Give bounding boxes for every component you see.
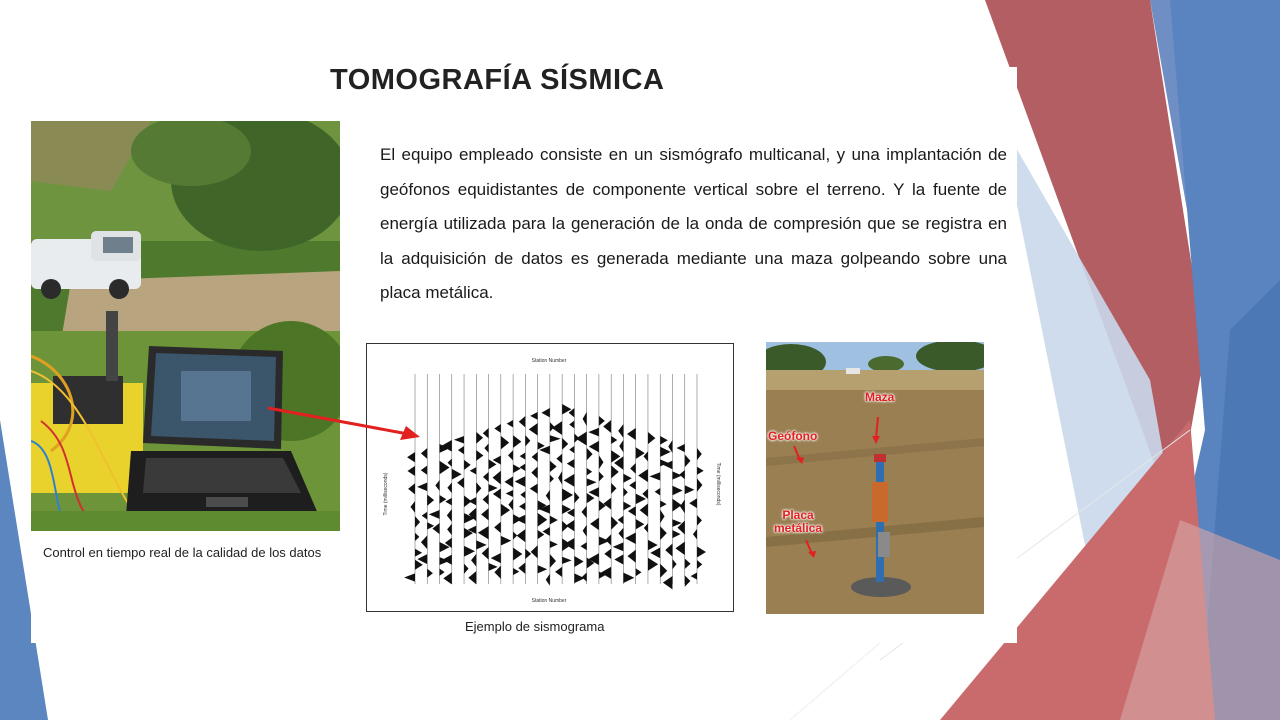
seismogram-caption: Ejemplo de sismograma bbox=[465, 619, 605, 634]
seismogram-trace bbox=[529, 374, 547, 584]
seismogram-figure bbox=[366, 343, 734, 612]
seismogram-traces bbox=[404, 374, 706, 589]
field-hammer-photo bbox=[766, 342, 984, 614]
seismogram-trace bbox=[429, 374, 450, 584]
label-maza: Maza bbox=[865, 390, 895, 404]
seismogram-trace bbox=[663, 374, 683, 589]
label-placa: Placa metálica bbox=[773, 508, 823, 535]
seismogram-trace bbox=[613, 374, 635, 584]
seismogram-trace bbox=[564, 374, 585, 584]
seismogram-left-label: Time (milliseconds) bbox=[383, 472, 389, 516]
seismogram-trace bbox=[539, 374, 561, 586]
seismogram-trace bbox=[442, 374, 462, 584]
seismogram-trace bbox=[689, 374, 706, 584]
seismogram-top-label: Station Number bbox=[531, 358, 567, 364]
seismogram-trace bbox=[504, 374, 522, 584]
seismogram-bottom-label: Station Number bbox=[531, 598, 567, 604]
pointer-arrow bbox=[260, 398, 430, 448]
control-caption: Control en tiempo real de la calidad de los datos bbox=[43, 545, 322, 560]
slide-title: TOMOGRAFÍA SÍSMICA bbox=[330, 64, 665, 96]
seismogram-trace bbox=[601, 374, 621, 584]
seismogram-trace bbox=[576, 374, 597, 584]
label-geofono: Geófono bbox=[768, 429, 818, 443]
seismogram-trace bbox=[675, 374, 694, 587]
field-control-photo bbox=[31, 121, 340, 531]
seismogram-right-label: Time (milliseconds) bbox=[715, 462, 721, 506]
seismogram-trace bbox=[454, 374, 475, 584]
slide-body-text: El equipo empleado consiste en un sismógrafo multicanal, y una implantación de geófonos equidistantes de componente vertical sobre el terreno. Y la fuente de energía utilizada para la generación de la onda de compresión que se registra en la adquisición de datos es generada mediante una maza golpeando sobre una placa metálica. bbox=[380, 145, 1007, 302]
seismogram-trace bbox=[491, 374, 512, 584]
seismogram-trace bbox=[649, 374, 670, 584]
